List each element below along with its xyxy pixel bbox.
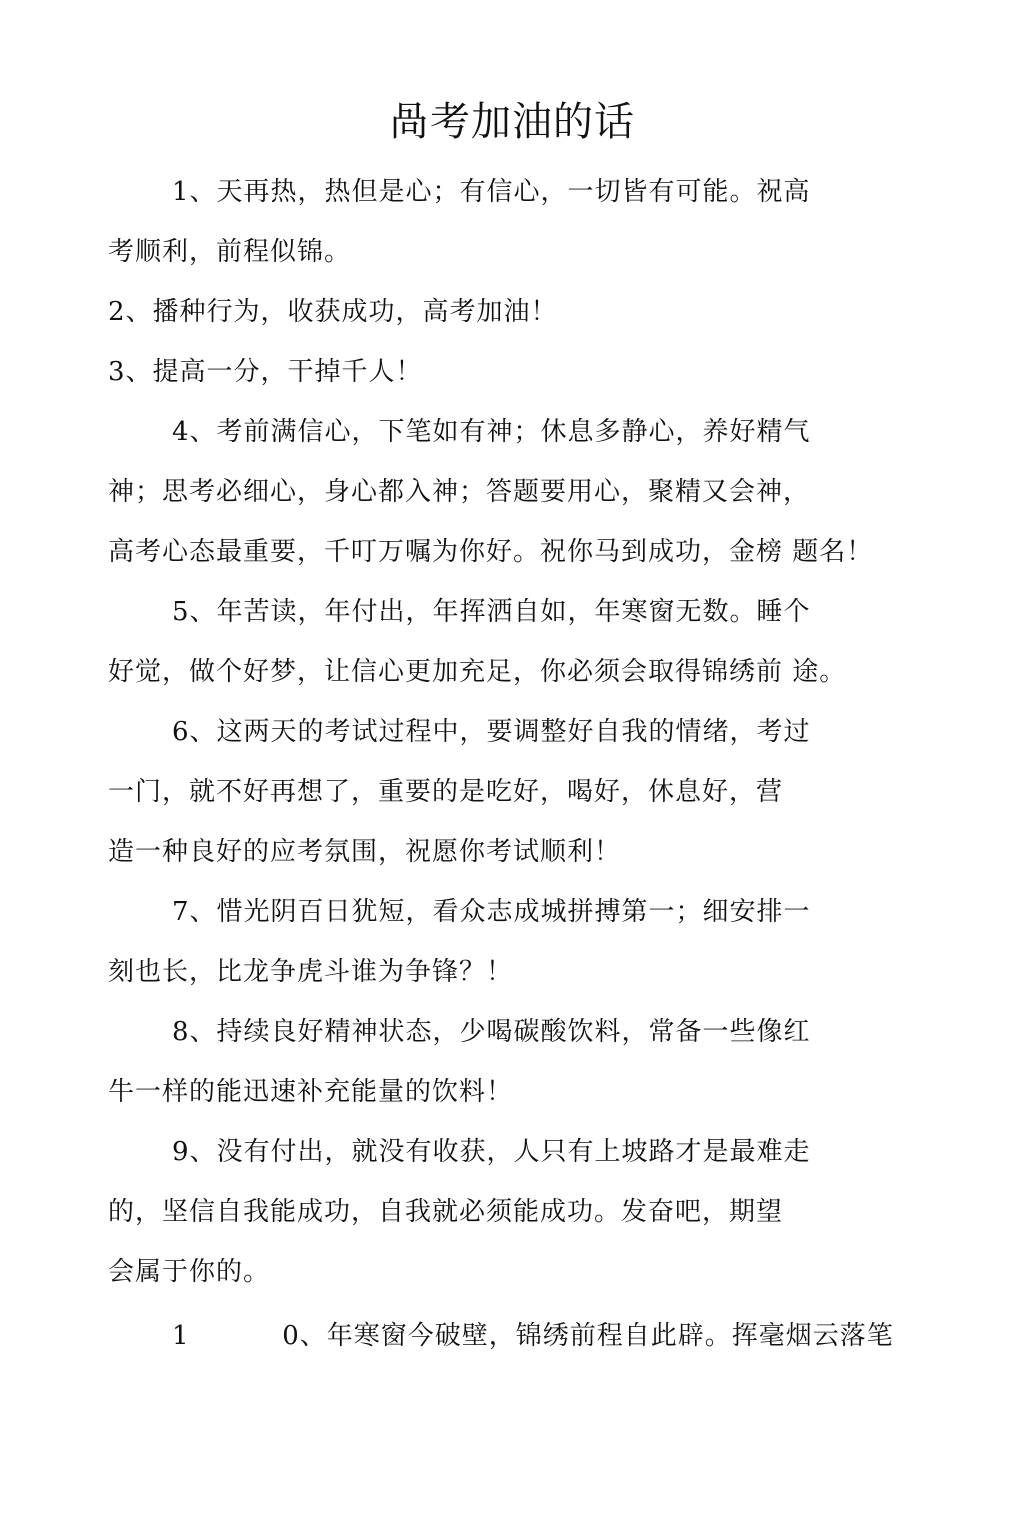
paragraph-4-line-2: 神；思考必细心，身心都入神；答题要用心，聚精又会神，: [108, 477, 811, 507]
paragraph-4-line-1: 4、考前满信心，下笔如有神；休息多静心，养好精气: [172, 417, 811, 447]
paragraph-8-line-1: 8、持续良好精神状态，少喝碳酸饮料，常备一些像红: [172, 1017, 811, 1047]
paragraph-4-line-3: 高考心态最重要，千叮万嘱为你好。祝你马到成功，金榜 题名！: [108, 537, 874, 567]
paragraph-9-line-2: 的，坚信自我能成功，自我就必须能成功。发奋吧，期望: [108, 1197, 784, 1227]
paragraph-1-line-2: 考顺利，前程似锦。: [108, 237, 352, 267]
paragraph-8-line-2: 牛一样的能迅速补充能量的饮料！: [108, 1077, 514, 1107]
paragraph-5-line-1: 5、年苦读，年付出，年挥洒自如，年寒窗无数。睡个: [172, 597, 811, 627]
paragraph-1-line-1: 1、天再热，热但是心；有信心，一切皆有可能。祝高: [172, 177, 811, 207]
paragraph-5-line-2: 好觉，做个好梦，让信心更加充足，你必须会取得锦绣前 途。: [108, 657, 847, 687]
paragraph-9-line-1: 9、没有付出，就没有收获，人只有上坡路才是最难走: [172, 1137, 811, 1167]
paragraph-7-line-1: 7、惜光阴百日犹短，看众志成城拼搏第一；细安排一: [172, 897, 811, 927]
paragraph-6-line-3: 造一种良好的应考氛围，祝愿你考试顺利！: [108, 837, 622, 867]
paragraph-6-line-2: 一门，就不好再想了，重要的是吃好，喝好，休息好，营: [108, 777, 784, 807]
paragraph-2-line-1: 2、播种行为，收获成功，高考加油！: [108, 297, 558, 327]
paragraph-10-line-1: 1 0、年寒窗今破壁，锦绣前程自此辟。挥毫烟云落笔: [172, 1321, 894, 1351]
paragraph-3-line-1: 3、提高一分，干掉千人！: [108, 357, 423, 387]
paragraph-7-line-2: 刻也长，比龙争虎斗谁为争锋？！: [108, 957, 514, 987]
paragraph-9-line-3: 会属于你的。: [108, 1257, 271, 1287]
paragraph-6-line-1: 6、这两天的考试过程中，要调整好自我的情绪，考过: [172, 717, 811, 747]
document-title: 咼考加油的话: [389, 99, 635, 145]
